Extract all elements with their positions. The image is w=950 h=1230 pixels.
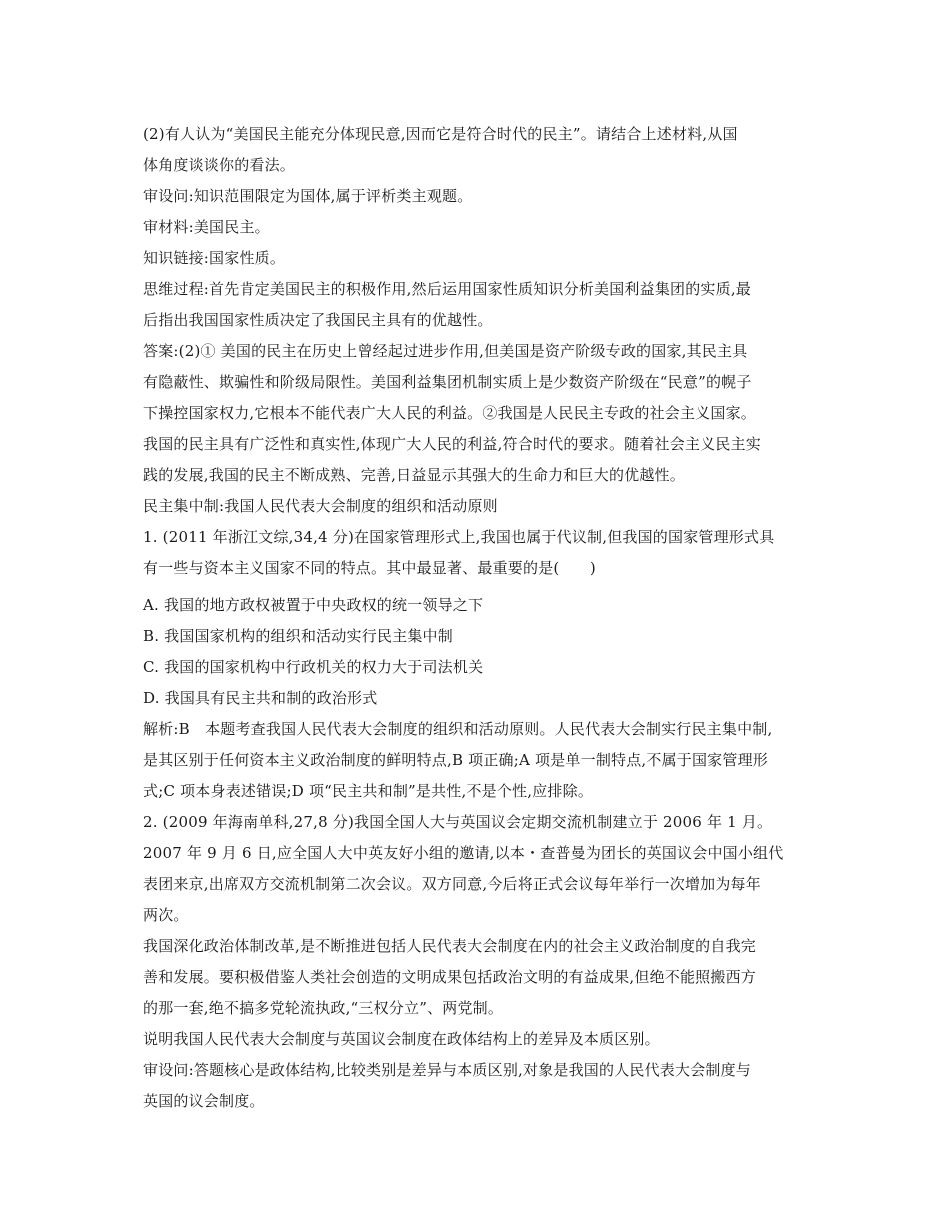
- answer-line-2: 有隐蔽性、欺骗性和阶级局限性。美国利益集团机制实质上是少数资产阶级在“民意”的幌子: [143, 373, 752, 391]
- answer-line-4: 我国的民主具有广泛性和真实性,体现广大人民的利益,符合时代的要求。随着社会主义民主实: [143, 435, 761, 453]
- question-2-analysis-line-1: 审设问:答题核心是政体结构,比较类别是差异与本质区别,对象是我国的人民代表大会制度与: [143, 1061, 751, 1079]
- question-2-prompt: 说明我国人民代表大会制度与英国议会制度在政体结构上的差异及本质区别。: [143, 1030, 660, 1048]
- answer-line-1: 答案:(2)① 美国的民主在历史上曾经起过进步作用,但美国是资产阶级专政的国家,其民主具: [143, 342, 748, 360]
- option-b: B. 我国国家机构的组织和活动实行民主集中制: [143, 627, 453, 645]
- knowledge-link: 知识链接:国家性质。: [143, 249, 286, 267]
- question-2-2-line-2: 体角度谈谈你的看法。: [143, 156, 296, 174]
- material-line-2: 表团来京,出席双方交流机制第二次会议。双方同意,今后将正式会议每年举行一次增加为每年: [143, 875, 761, 893]
- question-2-line-1: 2. (2009 年海南单科,27,8 分)我国全国人大与英国议会定期交流机制建立于 2006 年 1 月。: [143, 813, 773, 831]
- material-analysis: 审材料:美国民主。: [143, 218, 270, 236]
- material-line-4: 我国深化政治体制改革,是不断推进包括人民代表大会制度在内的社会主义政治制度的自我完: [143, 937, 756, 955]
- question-analysis: 审设问:知识范围限定为国体,属于评析类主观题。: [143, 187, 473, 205]
- thinking-process-line-1: 思维过程:首先肯定美国民主的积极作用,然后运用国家性质知识分析美国利益集团的实质,最: [143, 280, 751, 298]
- question-1-line-1: 1. (2011 年浙江文综,34,4 分)在国家管理形式上,我国也属于代议制,但我国的国家管理形式具: [143, 528, 775, 546]
- question-2-analysis-line-2: 英国的议会制度。: [143, 1092, 265, 1110]
- answer-line-5: 践的发展,我国的民主不断成熟、完善,日益显示其强大的生命力和巨大的优越性。: [143, 466, 685, 484]
- material-line-3: 两次。: [143, 906, 189, 924]
- explanation-line-3: 式;C 项本身表述错误;D 项“民主共和制”是共性,不是个性,应排除。: [143, 782, 594, 800]
- question-1-line-2: 有一些与资本主义国家不同的特点。其中最显著、最重要的是( ): [143, 559, 596, 577]
- document-body: [143, 119, 813, 1117]
- option-d: D. 我国具有民主共和制的政治形式: [143, 689, 378, 707]
- section-heading-democratic-centralism: 民主集中制:我国人民代表大会制度的组织和活动原则: [143, 497, 498, 515]
- answer-line-3: 下操控国家权力,它根本不能代表广大人民的利益。②我国是人民民主专政的社会主义国家。: [143, 404, 756, 422]
- material-line-5: 善和发展。要积极借鉴人类社会创造的文明成果包括政治文明的有益成果,但绝不能照搬西方: [143, 968, 756, 986]
- option-c: C. 我国的国家机构中行政机关的权力大于司法机关: [143, 658, 484, 676]
- option-a: A. 我国的地方政权被置于中央政权的统一领导之下: [143, 596, 484, 614]
- thinking-process-line-2: 后指出我国国家性质决定了我国民主具有的优越性。: [143, 311, 493, 329]
- material-line-6: 的那一套,绝不搞多党轮流执政,“三权分立”、两党制。: [143, 999, 504, 1017]
- question-2-2-line-1: (2)有人认为“美国民主能充分体现民意,因而它是符合时代的民主”。请结合上述材料,从国: [143, 125, 738, 143]
- explanation-line-2: 是其区别于任何资本主义政治制度的鲜明特点,B 项正确;A 项是单一制特点,不属于国家管理形: [143, 751, 768, 769]
- material-line-1: 2007 年 9 月 6 日,应全国人大中英友好小组的邀请,以本・查普曼为团长的英国议会中国小组代: [143, 844, 784, 862]
- explanation-line-1: 解析:B 本题考查我国人民代表大会制度的组织和活动原则。人民代表大会制实行民主集中制,: [143, 720, 773, 738]
